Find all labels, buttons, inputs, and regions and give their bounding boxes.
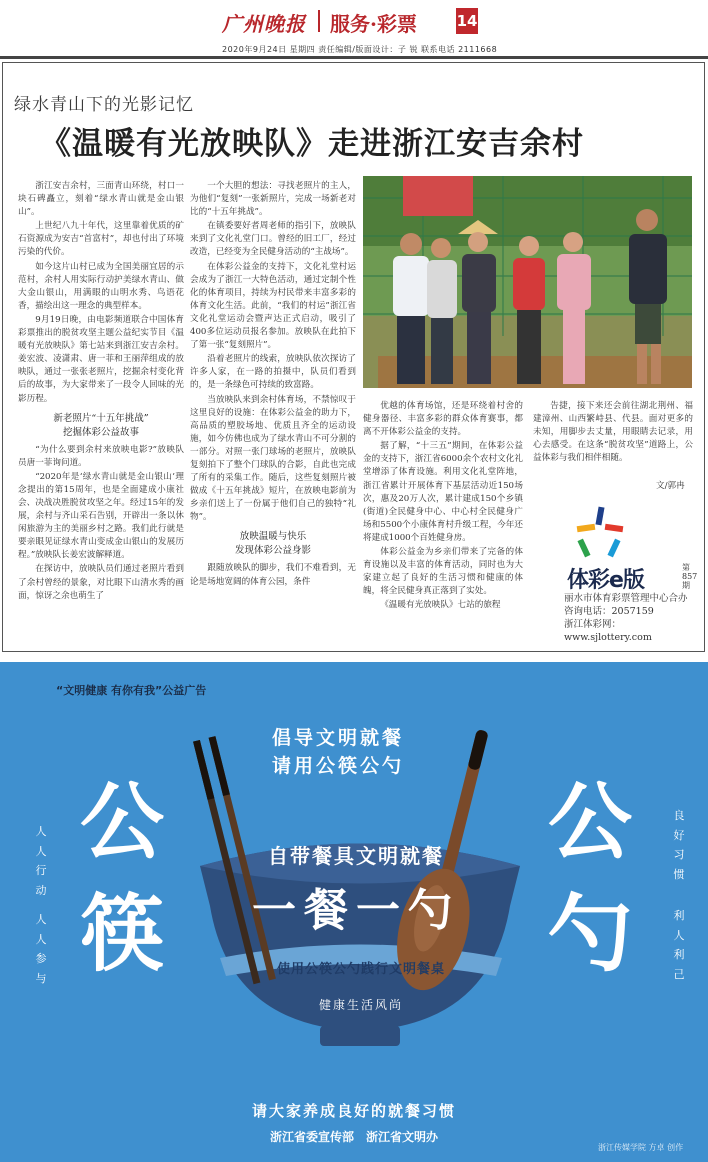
lottery-title: 体彩e版 (567, 568, 644, 593)
bowl-text-main: 一餐一勺 (252, 885, 460, 936)
bowl-text-top: 自带餐具文明就餐 (268, 844, 444, 868)
masthead-rule (0, 56, 708, 59)
ad-headline: 倡导文明就餐 请用公筷公勺 (272, 727, 405, 777)
article-photo (363, 176, 692, 388)
paragraph: 浙江安吉余村，三面青山环绕，村口一块石碑矗立，刻着“绿水青山就是金山银山”。 (18, 181, 184, 218)
paragraph: 9月19日晚，由电影频道联合中国体育彩票推出的脱贫攻坚主题公益纪实节目《温暖有光放映队》第七站来到浙江安吉余村。姜宏波、凌潇肃、唐一菲和王丽萍组成的放映队，通过一张张老照片，挖掘余村变化背后的故事，为大家带来了一段令人回味的光影历程。 (18, 314, 184, 404)
lottery-issue: 第857期 (682, 563, 698, 590)
ad-slogan: 请大家养成良好的就餐习惯 (251, 1102, 456, 1120)
paragraph: 《温暖有光放映队》七站的旅程 (380, 600, 501, 611)
vertical-slogan-left-1: 人人行动 (35, 825, 47, 897)
ad-credit: 浙江传媒学院 方卓 创作 (598, 1143, 684, 1152)
big-char-shao: 勺 (548, 885, 633, 983)
masthead-divider (318, 10, 320, 32)
editor-credit: 责任编辑/版面设计：子 锐 (318, 45, 418, 54)
paragraph: 在探访中，放映队员们通过老照片看到了余村曾经的景象，对比眼下山清水秀的画面，惊讶之余也萌生了 (18, 564, 184, 601)
vertical-slogan-left-2: 人人参与 (35, 913, 47, 985)
newspaper-logo: 广州晚报 (222, 12, 306, 36)
article-column-2 (190, 180, 356, 590)
lottery-phone: 咨询电话：2057159 (564, 606, 654, 617)
article-kicker: 绿水青山下的光影记忆 (14, 95, 194, 115)
paragraph: “为什么要到余村来放映电影?”放映队员唐一菲询问道。 (18, 444, 184, 468)
phone-number: 2111668 (458, 45, 498, 54)
ad-organizers: 浙江省委宣传部 浙江省文明办 (269, 1130, 438, 1144)
article-byline: 文/郭冉 (656, 481, 685, 491)
vertical-slogan-right-1: 良好习惯 (673, 809, 685, 881)
big-char-gong-left: 公 (80, 773, 165, 871)
vertical-slogan-right-2: 利人利己 (673, 909, 685, 981)
article-column-4 (533, 400, 693, 466)
sports-lottery-logo (575, 505, 625, 559)
page-number: 14 (456, 8, 478, 34)
paragraph: 跟随放映队的脚步，我们不难看到，无论是场地宽阔的体育公园，条件 (190, 563, 356, 587)
article-column-3 (363, 400, 523, 614)
paragraph: 体彩公益金为乡亲们带来了完备的体育设施以及丰富的体育活动，同时也为大家建立起了良好的生活习惯和健康的体魄，将全民健身真正落到了实处。 (363, 547, 523, 597)
bowl-text-bottom: 健康生活风尚 (318, 998, 403, 1012)
ad-tag: “文明健康 有你有我”公益广告 (56, 684, 207, 697)
issue-date: 2020年9月24日 星期四 (222, 45, 316, 54)
paragraph: 在体彩公益金的支持下，文化礼堂村运会成为了浙江一大特色活动，通过定制个性化的体育项目，持续为村民带来丰富多彩的体育文化生活。此前，“我们的村运”浙江省文化礼堂运动会暨声达正式启动，吸引了400多位运动员报名参加。放映队在此拍下了第一张“复刻照片”。 (190, 261, 356, 351)
big-char-kuai: 筷 (80, 885, 165, 983)
phone-label: 联系电话 (421, 45, 456, 54)
subheading-1: 新老照片“十五年挑战” 挖掘体彩公益故事 (53, 412, 149, 438)
section-title: 服务·彩票 (330, 12, 417, 36)
lottery-website: 浙江体彩网：www.sjlottery.com (564, 619, 652, 643)
subheading-2: 放映温暖与快乐 发现体彩公益身影 (234, 531, 311, 557)
public-service-ad (0, 662, 708, 1162)
paragraph: 上世纪八九十年代，这里靠着优质的矿石资源成为安吉“首富村”，却也付出了环境污染的代价。 (18, 221, 184, 258)
paragraph: 当放映队来到余村体育场，不禁惊叹于这里良好的设施：在体彩公益金的助力下，高品质的塑胶场地、优质且齐全的运动设施，如今仿佛也成为了绿水青山不可分割的一部分。对照一张门球场的老照片，放映队复刻拍下了整个门球队的合影，自此也完成了所有的采集工作。随后，这些复刻照片被做成《十五年挑战》短片，在放映电影前为乡亲们送上了一份属于他们自己的独特“礼物”。 (190, 394, 356, 523)
article-headline: 《温暖有光放映队》走进浙江安吉余村 (40, 126, 584, 162)
bowl-band-text: 使用公筷公勺践行文明餐桌 (276, 962, 445, 977)
paragraph: 如今这片山村已成为全国美丽宜居的示范村，余村人用实际行动护美绿水青山、做大金山银山，用满眼的山明水秀、鸟语花香，描绘出这一理念的典型样本。 (18, 261, 184, 311)
big-char-gong-right: 公 (548, 773, 633, 871)
masthead (0, 0, 708, 40)
lottery-partner: 丽水市体育彩票管理中心合办 (564, 593, 688, 604)
paragraph: 一个大胆的想法：寻找老照片的主人，为他们“复刻”一张新照片，完成一场新老对比的“十五年挑战”。 (190, 181, 356, 218)
paragraph: 优越的体育场馆，还是环绕着村舍的健身器径、丰富多彩的群众体育赛事，都离不开体彩公益金的支持。 (363, 401, 523, 438)
lottery-info (564, 592, 694, 644)
issue-info (222, 44, 497, 55)
paragraph: 据了解，“十三五”期间，在体彩公益金的支持下，浙江省6000余个农村文化礼堂增添了体育设施。利用文化礼堂阵地，浙江省累计开展体育下基层活动近150场次，惠及20万人次，累计建成150个乡镇(街道)全民健身中心、中心村全民健身广场和5500个小康体育村升级工程，今年还将建成1000个百姓健身房。 (363, 441, 523, 543)
paragraph: “2020年是‘绿水青山就是金山银山’理念提出的第15周年，也是全面建成小康社会、决战决胜脱贫攻坚之年。经过15年的发展，余村与齐山采石告别，开辟出一条以休闲旅游为主的美丽乡村之路。我们此行就是要亲眼见证绿水青山变成金山银山的发展历程。”放映队长姜宏波解释道。 (18, 471, 184, 561)
paragraph: 在镇委要好者周老师的指引下，放映队来到了文化礼堂门口。曾经的旧工厂，经过改造，已经变为全民健身活动的“主战场”。 (190, 221, 356, 258)
paragraph: 告捷，接下来还会前往湖北荆州、福建漳州、山西繁峙县、代县。面对更多的未知，用脚步去丈量，用眼睛去记录，用心去感受。在这条“脱贫攻坚”道路上，公益体彩与我们相伴相随。 (533, 401, 693, 464)
paragraph: 沿着老照片的线索，放映队依次探访了许多人家，在一路的拍摄中，队员们看到的，是一条绿色可持续的致富路。 (190, 354, 356, 391)
article-column-1 (18, 180, 184, 604)
